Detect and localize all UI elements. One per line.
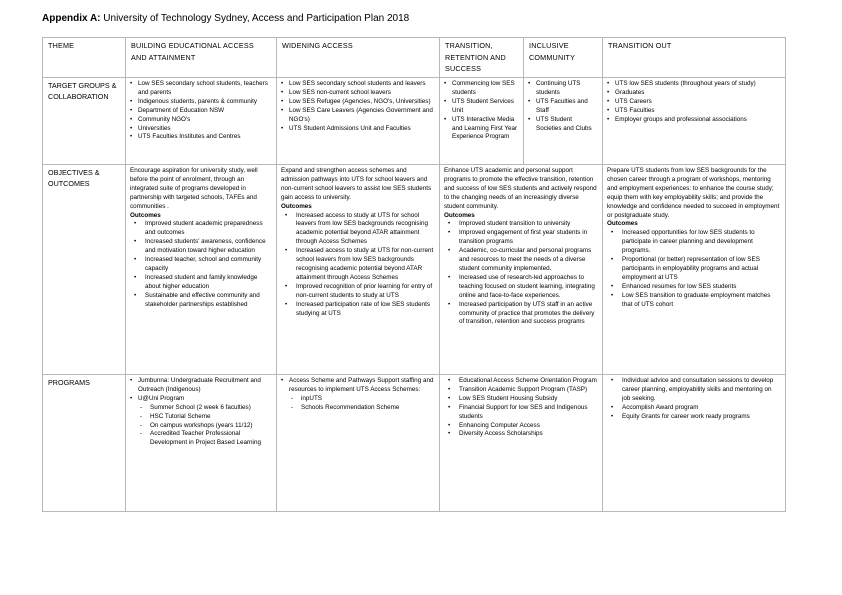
list-item: • Low SES Student Housing Subsidy (444, 395, 598, 404)
list-item: • Low SES transition to graduate employment matches that of UTS cohort (607, 292, 781, 310)
list-item: • U@Uni Program (130, 395, 272, 404)
sub-list-item: - On campus workshops (years 11/12) (138, 422, 272, 431)
target-groups-row (43, 78, 786, 165)
list-item: • Employer groups and professional associations (607, 116, 781, 125)
list-item: • Improved recognition of prior learning for entry of non-current students to study at UTS (281, 283, 435, 301)
list-item: • Jumbunna: Undergraduate Recruitment and Outreach (Indigenous) (130, 377, 272, 395)
target-building-cell (126, 78, 277, 165)
sub-list-item: - Schools Recommendation Scheme (289, 404, 435, 413)
list-item: • UTS Student Societies and Clubs (528, 116, 598, 134)
programs-row (43, 375, 786, 512)
list-item: • Low SES secondary school students, teachers and parents (130, 80, 272, 98)
list-item: • Accomplish Award program (607, 404, 781, 413)
list-item: • Equity Grants for career work ready programs (607, 413, 781, 422)
objective-text: Prepare UTS students from low SES backgrounds for the chosen career through a program of workshops, mentoring and employment experiences: to enhance the course study; equip them with key employability skills; and provide the knowledge and confidence needed to succeed in employment or postgraduate study. (607, 167, 780, 219)
list-item: • Low SES Care Leavers (Agencies Government and NGO's) (281, 107, 435, 125)
list-item: • Diversity Access Scholarships (444, 430, 598, 439)
access-plan-table (42, 37, 786, 512)
list-item: • UTS Faculties (607, 107, 781, 116)
target-widening-cell (277, 78, 440, 165)
header-building-access: BUILDING EDUCATIONAL ACCESS AND ATTAINMENT (126, 38, 277, 78)
list-item: • Increased access to study at UTS for non-current school leavers from low SES backgrounds recognising academic potential beyond ATAR attainment through Access Schemes (281, 247, 435, 283)
sub-list-item: - HSC Tutorial Scheme (138, 413, 272, 422)
objectives-widening-cell (277, 165, 440, 375)
objectives-transition-cell (440, 165, 603, 375)
list-item: • Academic, co-curricular and personal programs and resources to meet the needs of a diverse student community implemented. (444, 247, 598, 274)
sub-list-item: - Accredited Teacher Professional Development in Project Based Learning (138, 430, 272, 448)
row-label-programs: PROGRAMS (43, 375, 126, 512)
list-item: • Enhancing Computer Access (444, 422, 598, 431)
list-item: • Sustainable and effective community and stakeholder partnerships established (130, 292, 272, 310)
programs-transition-cell (440, 375, 603, 512)
list-item: • Increased students' awareness, confidence and motivation toward higher education (130, 238, 272, 256)
target-inclusive-cell (524, 78, 603, 165)
list-item: • UTS Student Services Unit (444, 98, 519, 116)
list-item: • UTS Faculties Institutes and Centres (130, 133, 272, 142)
list-item: • Enhanced resumes for low SES students (607, 283, 781, 292)
objective-text: Encourage aspiration for university study, well before the point of enrolment, through an integrated suite of programs developed in partnership with targeted schools, TAFEs and communities . (130, 167, 258, 210)
outcomes-heading: Outcomes (281, 202, 312, 210)
list-item: • Increased participation rate of low SES students studying at UTS (281, 301, 435, 319)
list-item: • Indigenous students, parents & community (130, 98, 272, 107)
list-item: • Increased use of research-led approaches to teaching focused on student learning, integrating online and face-to-face experiences. (444, 274, 598, 301)
list-item: • Increased student and family knowledge about higher education (130, 274, 272, 292)
objective-text: Enhance UTS academic and personal support programs to promote the effective transition, retention and success of low SES students and actively respond to the changing needs of an increasingly diverse student community. (444, 167, 597, 210)
programs-transition-out-cell (603, 375, 786, 512)
header-inclusive-community: INCLUSIVE COMMUNITY (524, 38, 603, 78)
objectives-building-cell (126, 165, 277, 375)
list-item: • Access Scheme and Pathways Support staffing and resources to implement UTS Access Schemes: (281, 377, 435, 395)
list-item: • Increased access to study at UTS for school leavers from low SES backgrounds recognising academic potential beyond ATAR attainment through Access Schemes (281, 212, 435, 248)
title-text: University of Technology Sydney, Access and Participation Plan 2018 (100, 13, 410, 24)
list-item: • UTS Interactive Media and Learning First Year Experience Program (444, 116, 519, 143)
objectives-transition-out-cell (603, 165, 786, 375)
header-transition-out: TRANSITION OUT (603, 38, 786, 78)
programs-building-cell (126, 375, 277, 512)
list-item: • Increased teacher, school and community capacity (130, 256, 272, 274)
header-transition-retention: TRANSITION, RETENTION AND SUCCESS (440, 38, 524, 78)
target-transition-cell (440, 78, 524, 165)
list-item: • Improved engagement of first year students in transition programs (444, 229, 598, 247)
list-item: • Low SES non-current school leavers (281, 89, 435, 98)
row-label-target: TARGET GROUPS & COLLABORATION (43, 78, 126, 165)
outcomes-heading: Outcomes (130, 211, 161, 219)
list-item: • Educational Access Scheme Orientation Program (444, 377, 598, 386)
list-item: • Department of Education NSW (130, 107, 272, 116)
objective-text: Expand and strengthen access schemes and admission pathways into UTS for school leavers and non-current school leavers to assist low SES students gain access to university. (281, 167, 432, 201)
list-item: • Low SES secondary school students and leavers (281, 80, 435, 89)
list-item: • Transition Academic Support Program (TASP) (444, 386, 598, 395)
list-item: • Continuing UTS students (528, 80, 598, 98)
list-item: • Community NGO's (130, 116, 272, 125)
target-transition-out-cell (603, 78, 786, 165)
list-item: • Increased participation by UTS staff in an active community of practice that promotes the delivery of transition, retention and success programs (444, 301, 598, 328)
outcomes-heading: Outcomes (607, 220, 638, 228)
page-title (42, 13, 409, 24)
list-item: • Commencing low SES students (444, 80, 519, 98)
programs-widening-cell (277, 375, 440, 512)
list-item: • Graduates (607, 89, 781, 98)
list-item: • UTS low SES students (throughout years of study) (607, 80, 781, 89)
sub-list-item: - inpUTS (289, 395, 435, 404)
list-item: • Universities (130, 125, 272, 134)
list-item: • Improved student transition to university (444, 220, 598, 229)
outcomes-heading: Outcomes (444, 211, 475, 219)
list-item: • Improved student academic preparedness and outcomes (130, 220, 272, 238)
list-item: • UTS Careers (607, 98, 781, 107)
list-item: • Financial Support for low SES and Indigenous students (444, 404, 598, 422)
list-item: • UTS Student Admissions Unit and Faculties (281, 125, 435, 134)
list-item: • Individual advice and consultation sessions to develop career planning, employability skills and mentoring on job seeking. (607, 377, 781, 404)
title-prefix: Appendix A: (42, 13, 101, 24)
list-item: • Low SES Refugee (Agencies, NGO's, Universities) (281, 98, 435, 107)
sub-list-item: - Summer School (2 week 6 faculties) (138, 404, 272, 413)
objectives-row (43, 165, 786, 375)
row-label-objectives: OBJECTIVES & OUTCOMES (43, 165, 126, 375)
list-item: • Proportional (or better) representation of low SES participants in employability programs and actual employment at UTS (607, 256, 781, 283)
header-row (43, 38, 786, 78)
list-item: • UTS Faculties and Staff (528, 98, 598, 116)
header-widening-access: WIDENING ACCESS (277, 38, 440, 78)
list-item: • Increased opportunities for low SES students to participate in career planning and development programs. (607, 229, 781, 256)
header-theme: THEME (43, 38, 126, 78)
